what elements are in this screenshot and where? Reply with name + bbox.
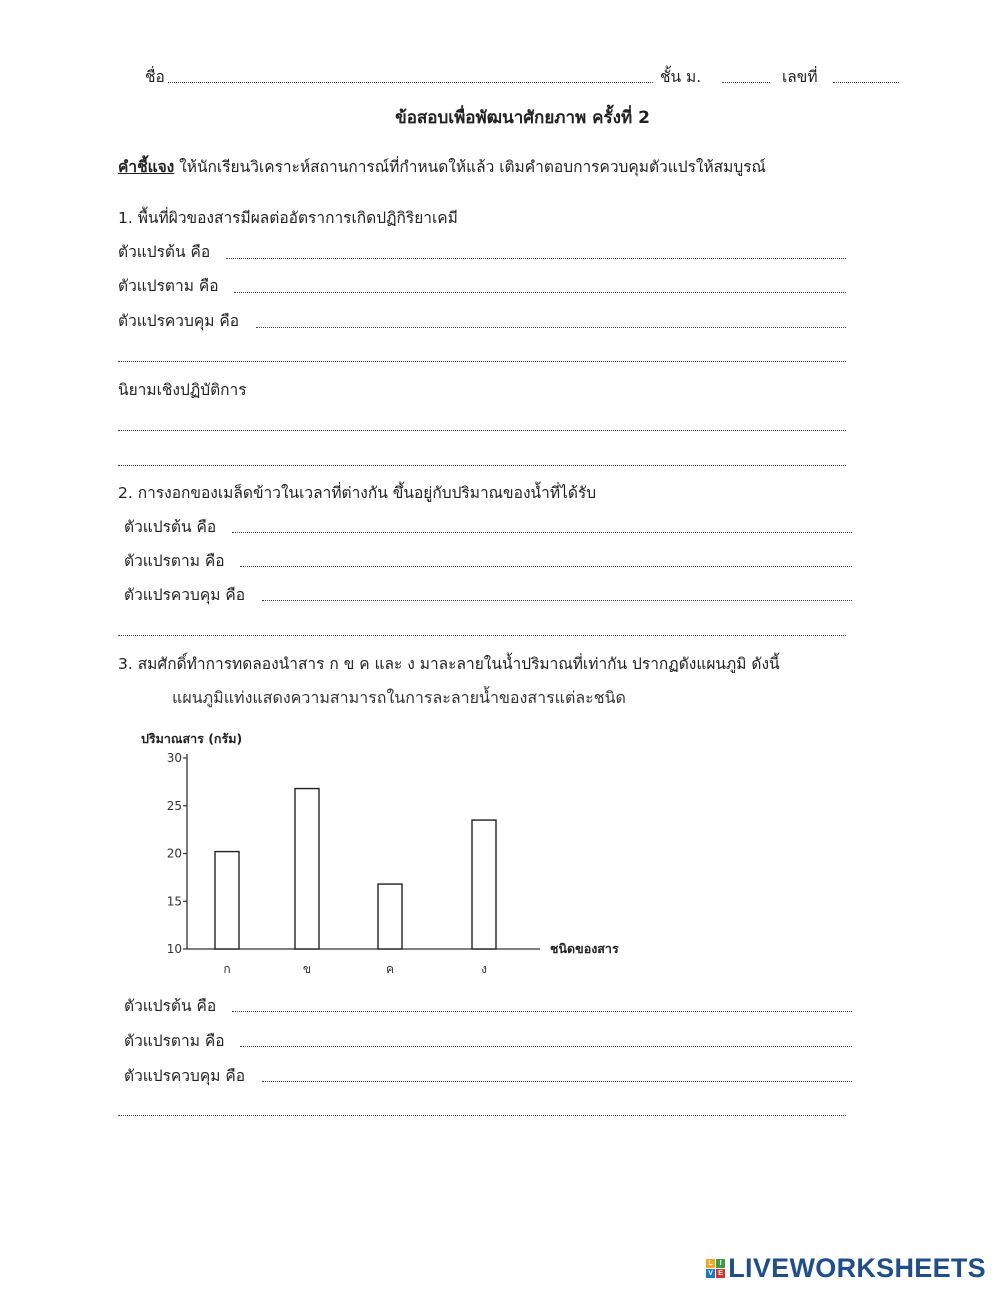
q2-dependent-label: ตัวแปรตาม คือ xyxy=(124,552,225,570)
y-tick-label: 25 xyxy=(166,798,182,813)
q3-controlled-line[interactable] xyxy=(262,1081,852,1082)
y-tick-label: 30 xyxy=(166,751,182,765)
q1-text: 1. พื้นที่ผิวของสารมีผลต่ออัตราการเกิดปฏิกิริยาเคมี xyxy=(118,209,458,227)
q2-controlled-line[interactable] xyxy=(262,600,852,601)
q3-dependent-label: ตัวแปรตาม คือ xyxy=(124,1032,225,1050)
number-label: เลขที่ xyxy=(782,68,818,86)
q1-independent-label: ตัวแปรต้น คือ xyxy=(118,243,211,261)
y-tick-label: 10 xyxy=(166,942,182,956)
number-input-line[interactable] xyxy=(833,82,899,83)
q3-controlled-line-2[interactable] xyxy=(118,1115,846,1116)
x-tick-label: ง xyxy=(481,962,487,976)
q2-dependent-line[interactable] xyxy=(240,566,852,567)
class-label: ชั้น ม. xyxy=(660,68,702,86)
q3-controlled-label: ตัวแปรควบคุม คือ xyxy=(124,1067,246,1085)
q1-controlled-line-2[interactable] xyxy=(118,361,846,362)
q3-independent-line[interactable] xyxy=(232,1011,852,1012)
q2-controlled-line-2[interactable] xyxy=(118,635,846,636)
bar-ง xyxy=(472,820,496,949)
q1-operational-label: นิยามเชิงปฏิบัติการ xyxy=(118,381,247,399)
q2-text: 2. การงอกของเมล็ดข้าวในเวลาที่ต่างกัน ขึ้นอยู่กับปริมาณของน้ำที่ได้รับ xyxy=(118,484,597,502)
q2-independent-line[interactable] xyxy=(232,532,852,533)
y-axis-label: ปริมาณสาร (กรัม) xyxy=(141,731,243,746)
bar-chart xyxy=(135,720,635,985)
name-label: ชื่อ xyxy=(145,68,165,86)
logo-mark-v: V xyxy=(706,1269,715,1278)
chart-title: แผนภูมิแท่งแสดงความสามารถในการละลายน้ำของสารแต่ละชนิด xyxy=(172,688,626,707)
logo-text: LIVEWORKSHEETS xyxy=(728,1253,986,1283)
q1-dependent-label: ตัวแปรตาม คือ xyxy=(118,277,219,295)
name-input-line[interactable] xyxy=(168,82,653,83)
class-input-line[interactable] xyxy=(722,82,770,83)
bar-ค xyxy=(378,884,402,949)
y-tick-label: 20 xyxy=(166,846,182,861)
bar-ข xyxy=(295,789,319,949)
x-tick-label: ค xyxy=(385,962,395,976)
instructions xyxy=(118,157,766,177)
instructions-text: ให้นักเรียนวิเคราะห์สถานการณ์ที่กำหนดให้แล้ว เติมคำตอบการควบคุมตัวแปรให้สมบูรณ์ xyxy=(174,158,766,176)
q1-independent-line[interactable] xyxy=(226,258,846,259)
q1-controlled-line[interactable] xyxy=(256,327,846,328)
logo-mark-l: L xyxy=(706,1259,715,1268)
q3-text: 3. สมศักดิ์ทำการทดลองนำสาร ก ข ค และ ง มาละลายในน้ำปริมาณที่เท่ากัน ปรากฏดังแผนภูมิ ดังนี้ xyxy=(118,655,780,673)
logo-mark-icon xyxy=(706,1259,725,1278)
q1-controlled-label: ตัวแปรควบคุม คือ xyxy=(118,312,240,330)
q3-independent-label: ตัวแปรต้น คือ xyxy=(124,997,217,1015)
q1-dependent-line[interactable] xyxy=(234,292,846,293)
q1-operational-line-1[interactable] xyxy=(118,430,846,431)
q3-dependent-line[interactable] xyxy=(240,1046,852,1047)
logo-mark-i: I xyxy=(716,1259,725,1268)
logo-mark-e: E xyxy=(716,1269,725,1278)
x-tick-label: ก xyxy=(223,962,231,976)
liveworksheets-logo xyxy=(706,1253,986,1284)
q2-controlled-label: ตัวแปรควบคุม คือ xyxy=(124,586,246,604)
x-axis-label: ชนิดของสาร xyxy=(550,941,619,956)
instructions-label: คำชี้แจง xyxy=(118,158,175,176)
q2-independent-label: ตัวแปรต้น คือ xyxy=(124,518,217,536)
q1-operational-line-2[interactable] xyxy=(118,465,846,466)
bar-ก xyxy=(215,852,239,949)
x-tick-label: ข xyxy=(302,962,312,976)
y-tick-label: 15 xyxy=(166,894,182,909)
page-title: ข้อสอบเพื่อพัฒนาศักยภาพ ครั้งที่ 2 xyxy=(395,108,650,128)
